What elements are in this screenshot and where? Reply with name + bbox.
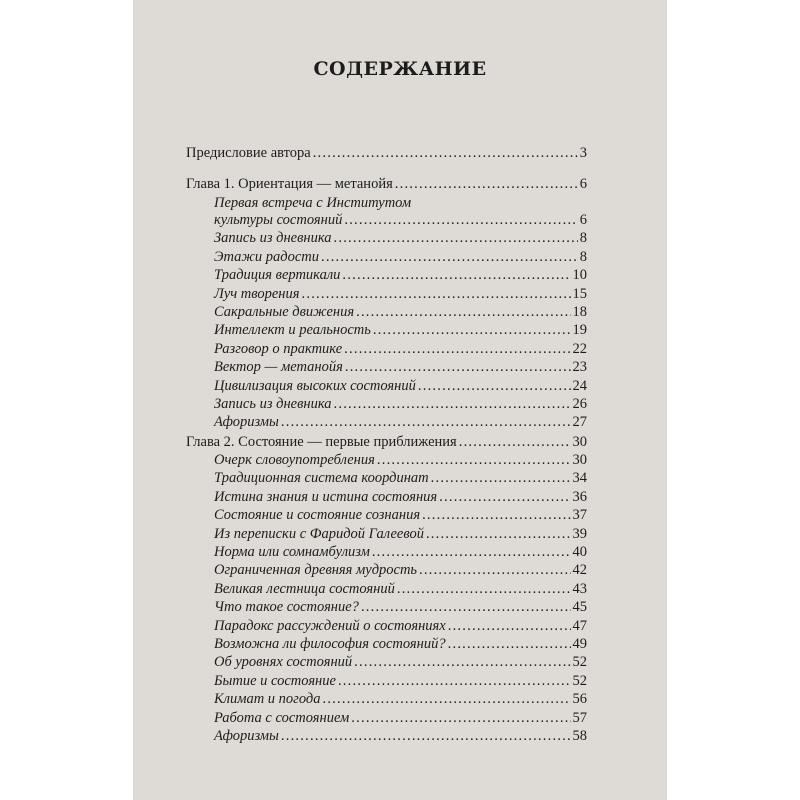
toc-entry-text: Запись из дневника	[214, 396, 332, 412]
toc-entry-page: 39	[572, 525, 587, 542]
dot-leader	[439, 487, 570, 501]
toc-entry-page: 45	[572, 599, 587, 616]
toc-subentry	[214, 634, 587, 654]
dot-leader	[397, 579, 571, 593]
dot-leader	[281, 412, 571, 426]
dot-leader	[418, 376, 571, 390]
toc-entry-page: 15	[572, 285, 587, 302]
dot-leader	[372, 542, 571, 556]
toc-subentry	[214, 671, 587, 691]
dot-leader	[344, 339, 570, 353]
toc-entry-text: Возможна ли философия состояний?	[214, 636, 446, 652]
toc-subentry	[214, 468, 587, 488]
toc-subentry	[214, 708, 587, 728]
toc-subentry	[214, 247, 587, 267]
toc-entry-page: 22	[572, 340, 587, 357]
toc-entry-page: 34	[572, 470, 587, 487]
dot-leader	[431, 468, 571, 482]
dot-leader	[419, 560, 570, 574]
dot-leader	[361, 597, 571, 611]
toc-entry-page: 37	[572, 507, 587, 524]
toc-entry-page: 43	[572, 580, 587, 597]
toc-subentry	[214, 450, 587, 470]
dot-leader	[344, 210, 577, 224]
toc-entry-page: 3	[579, 145, 587, 161]
dot-leader	[377, 450, 571, 464]
dot-leader	[322, 689, 570, 703]
toc-entry-chapter-1	[186, 174, 587, 194]
toc-entry-preface	[186, 143, 587, 163]
toc-entry-text: Истина знания и истина состояния	[214, 488, 438, 505]
toc-subentry	[214, 320, 587, 340]
dot-leader	[373, 320, 571, 334]
toc-entry-page: 52	[572, 654, 587, 671]
toc-subentry	[214, 505, 587, 525]
toc-entry-text: Афоризмы	[214, 728, 279, 744]
toc-entry-page: 23	[572, 359, 587, 376]
toc-subentry	[214, 689, 587, 709]
toc-subentry	[214, 597, 587, 617]
dot-leader	[302, 284, 571, 298]
toc-subentry	[214, 210, 587, 230]
toc-entry-text: Глава 1. Ориентация — метанойя	[186, 176, 393, 192]
toc-entry-text: Норма или сомнамбулизм	[214, 544, 370, 560]
toc-entry-page: 47	[572, 617, 587, 634]
toc-entry-page: 42	[572, 562, 587, 579]
toc-subentry	[214, 726, 587, 746]
toc-entry-text: Что такое состояние?	[214, 599, 359, 616]
toc-entry-page: 30	[572, 434, 587, 450]
toc-entry-page: 18	[572, 304, 587, 320]
dot-leader	[426, 524, 571, 538]
toc-entry-text: Великая лестница состояний	[214, 580, 395, 597]
dot-leader	[356, 302, 570, 316]
toc-entry-text: Из переписки с Фаридой Галеевой	[214, 525, 424, 542]
toc-entry-page: 10	[572, 267, 587, 284]
toc-entry-text: Об уровнях состояний	[214, 654, 353, 671]
toc-entry-text: Состояние и состояние сознания	[214, 507, 421, 524]
toc-subentry	[214, 524, 587, 544]
dot-leader	[281, 726, 571, 740]
toc-entry-text: Цивилизация высоких состояний	[214, 377, 416, 394]
dot-leader	[334, 228, 578, 242]
toc-entry-text: Ограниченная древняя мудрость	[214, 562, 418, 579]
toc-subentry	[214, 616, 587, 636]
toc-entry-text: Климат и погода	[214, 691, 321, 708]
toc-entry-page: 24	[572, 377, 587, 394]
toc-entry-text: Парадокс рассуждений о состояниях	[214, 617, 446, 634]
toc-entry-text: Вектор — метанойя	[214, 359, 343, 376]
toc-subentry	[214, 652, 587, 672]
toc-subentry	[214, 542, 587, 562]
toc-entry-text: Афоризмы	[214, 414, 279, 431]
toc-subentry	[214, 339, 587, 359]
dot-leader	[338, 671, 571, 685]
toc-entry-page: 6	[579, 176, 587, 192]
toc-entry-page: 52	[572, 672, 587, 689]
toc-entry-page: 19	[572, 322, 587, 339]
dot-leader	[334, 394, 571, 408]
toc-entry-page: 26	[572, 396, 587, 412]
toc-subentry	[214, 376, 587, 396]
toc-subentry	[214, 394, 587, 414]
toc-entry-text: культуры состояний	[214, 212, 343, 228]
toc-entry-page: 8	[579, 230, 587, 247]
toc-subentry	[214, 560, 587, 580]
toc-entry-page: 30	[572, 452, 587, 468]
toc-entry-page: 49	[572, 636, 587, 652]
dot-leader	[345, 357, 571, 371]
toc-entry-page: 36	[572, 488, 587, 505]
toc-entry-text: Луч творения	[214, 285, 300, 302]
toc-entry-text: Очерк словоупотребления	[214, 452, 375, 468]
toc-entry-chapter-2	[186, 432, 587, 452]
toc-entry-text: Запись из дневника	[214, 230, 332, 247]
toc-entry-page: 40	[572, 544, 587, 560]
toc-subentry	[214, 284, 587, 304]
dot-leader	[422, 505, 570, 519]
toc-entry-page: 27	[572, 414, 587, 431]
dot-leader	[354, 652, 570, 666]
dot-leader	[448, 634, 571, 648]
page-title: СОДЕРЖАНИЕ	[313, 58, 487, 80]
toc-subentry	[214, 487, 587, 507]
toc-entry-text: Этажи радости	[214, 248, 319, 265]
book-page	[133, 0, 667, 800]
dot-leader	[448, 616, 571, 630]
toc-entry-text: Традиционная система координат	[214, 470, 429, 487]
dot-leader	[459, 432, 571, 446]
toc-entry-page: 57	[572, 709, 587, 726]
dot-leader	[351, 708, 570, 722]
toc-entry-text: Предисловие автора	[186, 145, 311, 161]
toc-entry-page: 56	[572, 691, 587, 708]
toc-entry-text: Работа с состоянием	[214, 709, 350, 726]
toc-subentry	[214, 579, 587, 599]
toc-entry-page: 8	[579, 248, 587, 265]
toc-entry-text: Сакральные движения	[214, 304, 355, 320]
toc-entry-text: Бытие и состояние	[214, 672, 336, 689]
toc-entry-text: Традиция вертикали	[214, 267, 341, 284]
toc-entry-text: Разговор о практике	[214, 340, 343, 357]
dot-leader	[313, 143, 578, 157]
toc-entry-text: Интеллект и реальность	[214, 322, 371, 339]
toc-entry-page: 58	[572, 728, 587, 744]
toc-subentry	[214, 228, 587, 248]
toc-entry-page: 6	[579, 212, 587, 228]
toc-subentry	[214, 357, 587, 377]
dot-leader	[395, 174, 578, 188]
toc-entry-text-line1: Первая встреча с Институтом	[214, 195, 412, 211]
toc-entry-text: Глава 2. Состояние — первые приближения	[186, 434, 457, 450]
dot-leader	[342, 265, 570, 279]
toc-subentry	[214, 265, 587, 285]
toc-subentry	[214, 302, 587, 322]
toc-subentry	[214, 412, 587, 432]
dot-leader	[321, 247, 578, 261]
